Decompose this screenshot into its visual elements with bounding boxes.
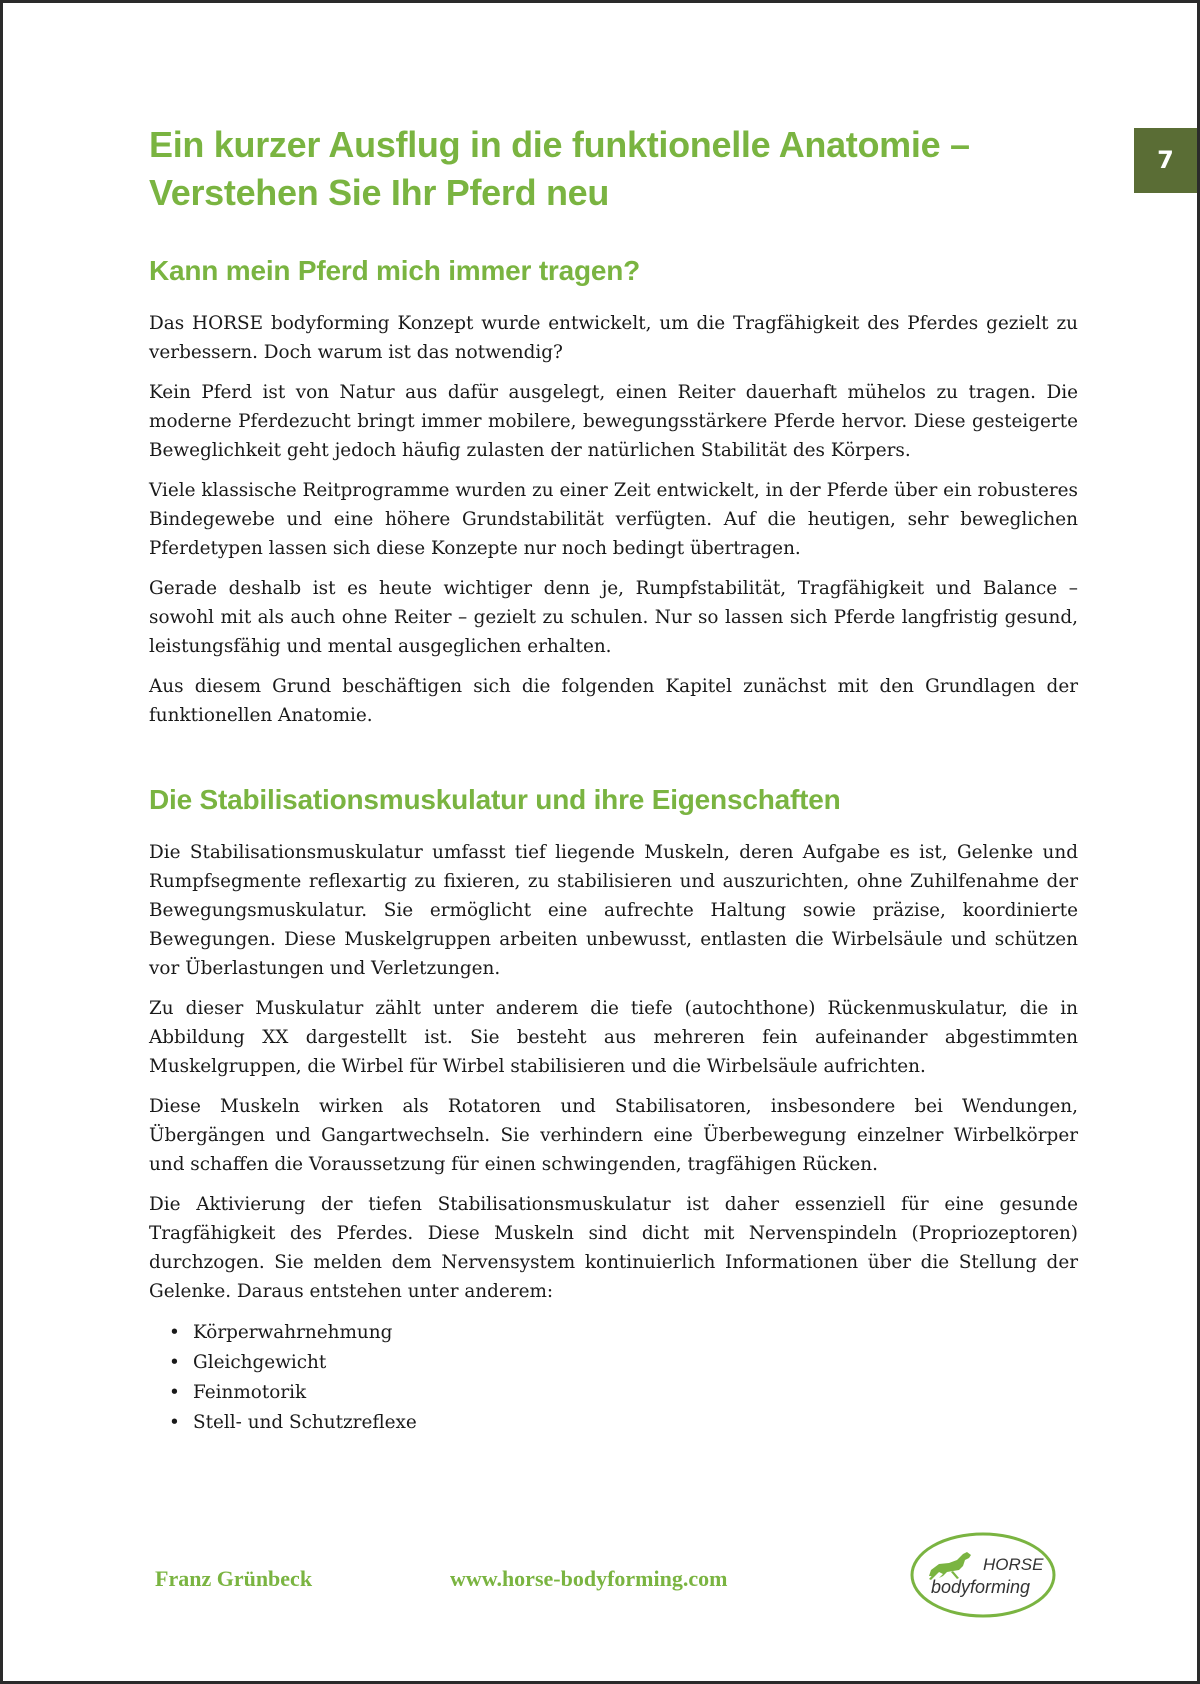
paragraph: Die Aktivierung der tiefen Stabilisationsmuskulatur ist daher essenziell für eine gesunde Tragfähigkeit des Pferdes. Diese Muskeln sind dicht mit Nervenspindeln (Propriozeptoren) durchzogen. Sie melden dem Nervensystem kontinuierlich Informationen über die Stellung der Gelenke. Daraus entstehen unter anderem: xyxy=(149,1194,1078,1302)
document-page xyxy=(3,3,1197,1681)
paragraph: Das HORSE bodyforming Konzept wurde entwickelt, um die Tragfähigkeit des Pferdes gezielt zu verbessern. Doch warum ist das notwendig? xyxy=(149,313,1078,363)
section-heading: Die Stabilisationsmuskulatur und ihre Eigenschaften xyxy=(149,784,841,815)
list-item: • Stell- und Schutzreflexe xyxy=(193,1408,1078,1438)
paragraph: Die Stabilisationsmuskulatur umfasst tief liegende Muskeln, deren Aufgabe es ist, Gelenke und Rumpfsegmente reflexartig zu fixieren, zu stabilisieren und auszurichten, ohne Zuhilfenahme der Bewegungsmuskulatur. Sie ermöglicht eine aufrechte Haltung sowie präzise, koordinierte Bewegungen. Diese Muskelgruppen arbeiten unbewusst, entlasten die Wirbelsäule und schützen vor Überlastungen und Verletzungen. xyxy=(149,842,1078,979)
paragraph: Diese Muskeln wirken als Rotatoren und Stabilisatoren, insbesondere bei Wendungen, Übergängen und Gangartwechseln. Sie verhindern eine Überbewegung einzelner Wirbelkörper und schaffen die Voraussetzung für einen schwingenden, tragfähigen Rücken. xyxy=(149,1096,1078,1175)
list-item: • Feinmotorik xyxy=(193,1378,1078,1408)
paragraph: Zu dieser Muskulatur zählt unter anderem die tiefe (autochthone) Rückenmuskulatur, die in Abbildung XX dargestellt ist. Sie besteht aus mehreren fein aufeinander abgestimmten Muskelgruppen, die Wirbel für Wirbel stabilisieren und die Wirbelsäule aufrichten. xyxy=(149,998,1078,1077)
bullet-list xyxy=(149,1318,1078,1438)
horse-bodyforming-logo xyxy=(909,1530,1057,1620)
footer-url[interactable]: www.horse-bodyforming.com xyxy=(450,1566,728,1591)
logo-word-horse: HORSE xyxy=(983,1555,1044,1574)
footer-author: Franz Grünbeck xyxy=(155,1566,313,1591)
logo-word-bodyforming: bodyforming xyxy=(931,1577,1031,1597)
list-item: • Gleichgewicht xyxy=(193,1348,1078,1378)
list-item: • Körperwahrnehmung xyxy=(193,1318,1078,1348)
paragraph: Viele klassische Reitprogramme wurden zu einer Zeit entwickelt, in der Pferde über ein robusteres Bindegewebe und eine höhere Grundstabilität verfügten. Auf die heutigen, sehr beweglichen Pferdetypen lassen sich diese Konzepte nur noch bedingt übertragen. xyxy=(149,480,1078,559)
paragraph: Kein Pferd ist von Natur aus dafür ausgelegt, einen Reiter dauerhaft mühelos zu tragen. Die moderne Pferdezucht bringt immer mobilere, bewegungsstärkere Pferde hervor. Diese gesteigerte Beweglichkeit geht jedoch häufig zulasten der natürlichen Stabilität des Körpers. xyxy=(149,382,1078,461)
section-heading: Kann mein Pferd mich immer tragen? xyxy=(149,255,641,286)
page-number: 7 xyxy=(1134,128,1197,193)
page-title: Ein kurzer Ausflug in die funktionelle Anatomie – Verstehen Sie Ihr Pferd neu xyxy=(149,124,970,213)
paragraph: Gerade deshalb ist es heute wichtiger denn je, Rumpfstabilität, Tragfähigkeit und Balance – sowohl mit als auch ohne Reiter – gezielt zu schulen. Nur so lassen sich Pferde langfristig gesund, leistungsfähig und mental ausgeglichen erhalten. xyxy=(149,578,1078,657)
paragraph: Aus diesem Grund beschäftigen sich die folgenden Kapitel zunächst mit den Grundlagen der funktionellen Anatomie. xyxy=(149,676,1078,726)
page-content xyxy=(149,121,1078,1438)
